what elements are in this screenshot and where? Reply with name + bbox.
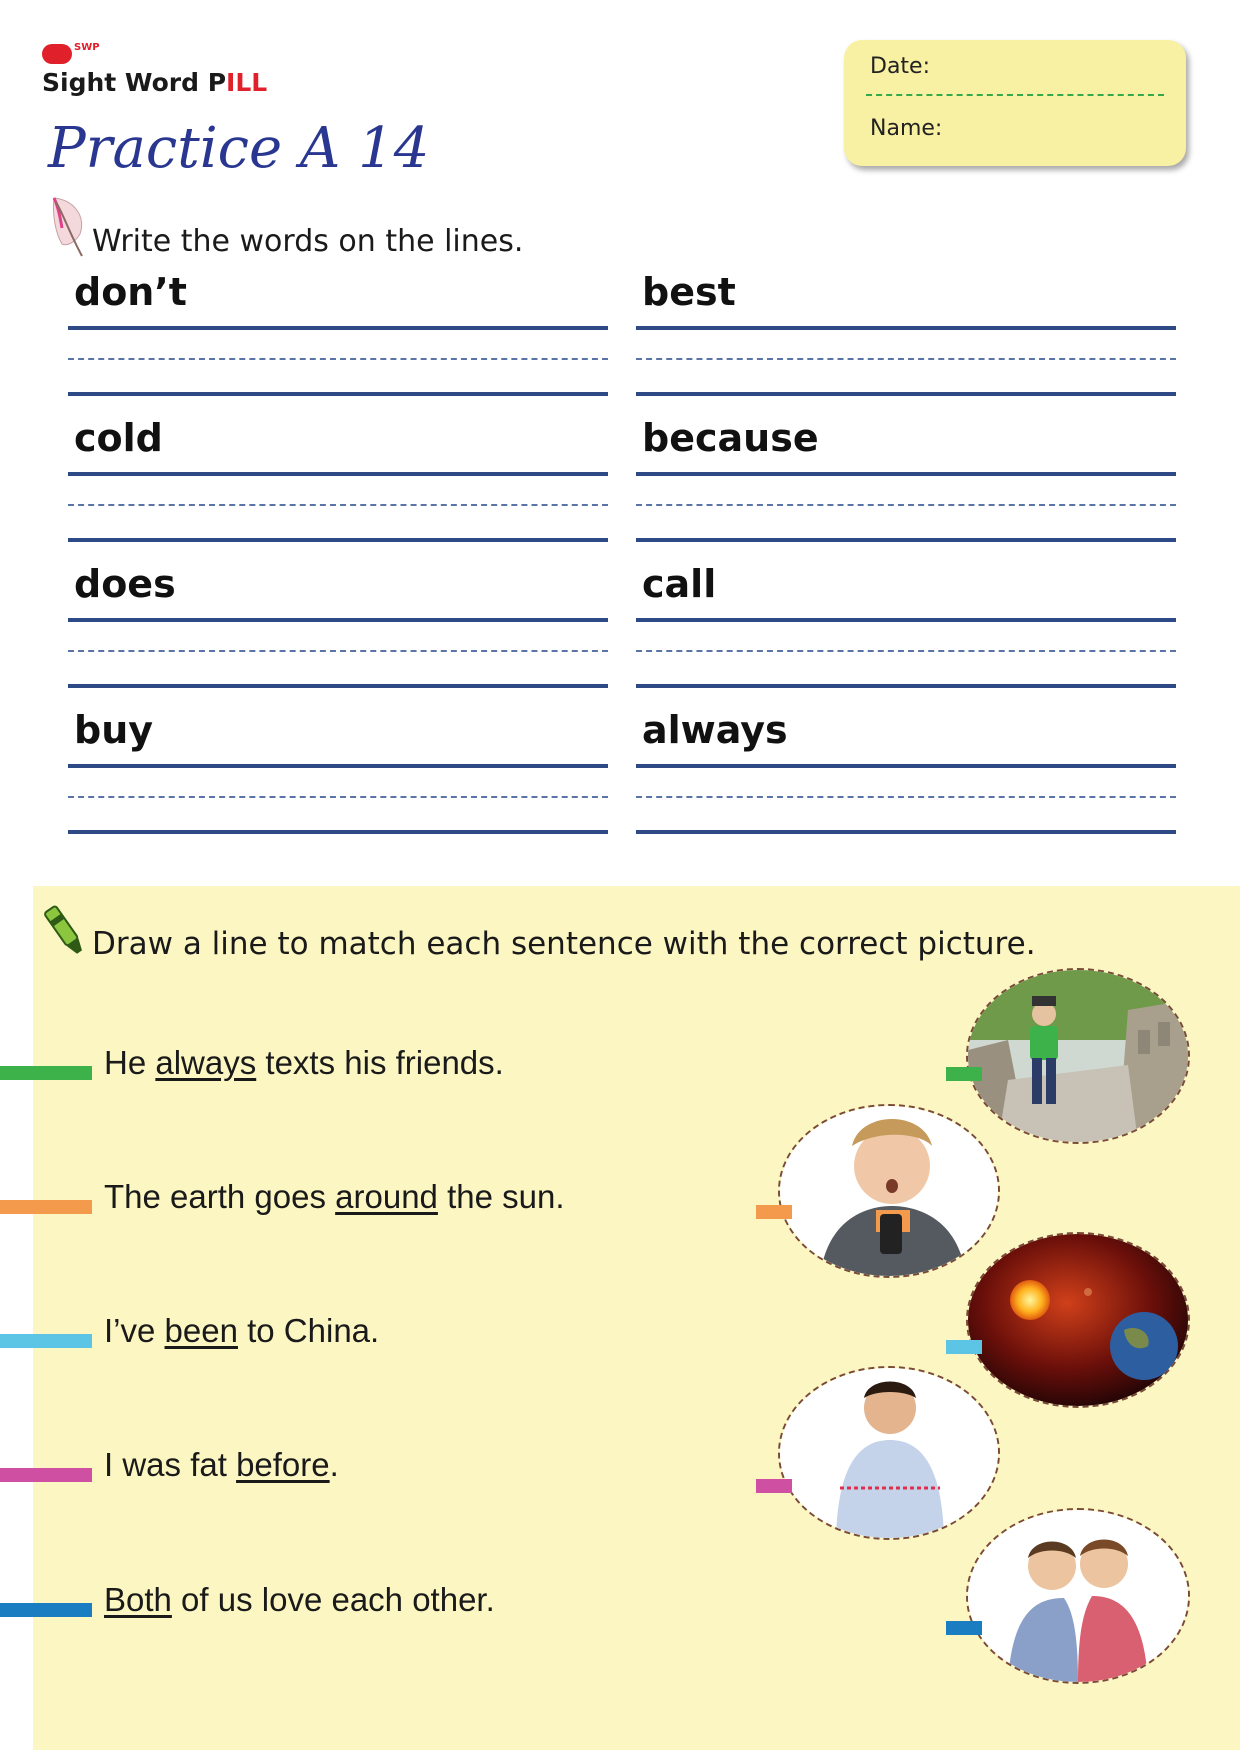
- match-sentence: [104, 1446, 339, 1484]
- sentence-text: He: [104, 1044, 156, 1081]
- word-writing-block[interactable]: [636, 414, 1176, 560]
- date-name-box: [844, 40, 1186, 166]
- picture-tab[interactable]: [946, 1067, 982, 1081]
- word-writing-block[interactable]: [68, 560, 608, 706]
- sight-word: because: [642, 416, 819, 460]
- date-divider: [866, 94, 1164, 96]
- word-writing-block[interactable]: [636, 706, 1176, 852]
- sentence-text: texts his friends.: [256, 1044, 504, 1081]
- sentence-text: to China.: [237, 1312, 380, 1349]
- name-label: Name:: [870, 116, 943, 141]
- sentence-text: .: [329, 1446, 339, 1483]
- solid-writing-line: [636, 764, 1176, 768]
- pill-icon: [42, 44, 72, 64]
- match-sentence: [104, 1581, 495, 1619]
- solid-writing-line: [68, 472, 608, 476]
- sentence-text: I’ve: [104, 1312, 165, 1349]
- sentence-color-bar[interactable]: [0, 1603, 92, 1617]
- sight-word: call: [642, 562, 717, 606]
- sentence-color-bar[interactable]: [0, 1334, 92, 1348]
- date-label: Date:: [870, 54, 930, 79]
- solid-writing-line: [636, 472, 1176, 476]
- logo-prefix: Sight Word P: [42, 68, 227, 97]
- great-wall-boy-photo: [966, 968, 1190, 1144]
- logo-tag: SWP: [74, 42, 100, 53]
- sight-word: don’t: [74, 270, 187, 314]
- sentence-color-bar[interactable]: [0, 1468, 92, 1482]
- solid-writing-line: [68, 538, 608, 542]
- sight-word: best: [642, 270, 736, 314]
- sun-earth-space-photo: [966, 1232, 1190, 1408]
- sentence-text: The earth goes: [104, 1178, 336, 1215]
- logo-text: [42, 68, 267, 97]
- solid-writing-line: [68, 326, 608, 330]
- solid-writing-line: [68, 764, 608, 768]
- feather-icon: [44, 194, 90, 262]
- sentence-color-bar[interactable]: [0, 1066, 92, 1080]
- dashed-writing-line: [68, 650, 608, 652]
- sentence-text: the sun.: [437, 1178, 565, 1215]
- section1-instruction: Write the words on the lines.: [92, 224, 524, 259]
- sight-word: cold: [74, 416, 163, 460]
- surprised-boy-phone-photo: [778, 1104, 1000, 1278]
- solid-writing-line: [68, 392, 608, 396]
- word-writing-block[interactable]: [636, 268, 1176, 414]
- solid-writing-line: [636, 326, 1176, 330]
- sight-word: does: [74, 562, 176, 606]
- solid-writing-line: [68, 618, 608, 622]
- underlined-sight-word: before: [236, 1446, 330, 1483]
- boy-measuring-waist-photo: [778, 1366, 1000, 1540]
- underlined-sight-word: Both: [104, 1581, 172, 1618]
- solid-writing-line: [636, 684, 1176, 688]
- dashed-writing-line: [68, 796, 608, 798]
- solid-writing-line: [636, 618, 1176, 622]
- sentence-text: I was fat: [104, 1446, 237, 1483]
- sight-word: always: [642, 708, 788, 752]
- solid-writing-line: [636, 392, 1176, 396]
- sight-word: buy: [74, 708, 154, 752]
- dashed-writing-line: [636, 358, 1176, 360]
- solid-writing-line: [636, 538, 1176, 542]
- word-writing-block[interactable]: [68, 268, 608, 414]
- marker-pen-icon: [44, 900, 88, 966]
- word-writing-block[interactable]: [68, 414, 608, 560]
- underlined-sight-word: around: [335, 1178, 438, 1215]
- underlined-sight-word: been: [164, 1312, 238, 1349]
- dashed-writing-line: [636, 504, 1176, 506]
- picture-tab[interactable]: [756, 1205, 792, 1219]
- underlined-sight-word: always: [155, 1044, 257, 1081]
- two-boys-hugging-photo: [966, 1508, 1190, 1684]
- dashed-writing-line: [68, 358, 608, 360]
- solid-writing-line: [68, 684, 608, 688]
- section2-instruction: Draw a line to match each sentence with the correct picture.: [92, 926, 1036, 962]
- match-sentence: [104, 1312, 379, 1350]
- solid-writing-line: [636, 830, 1176, 834]
- sentence-text: of us love each other.: [171, 1581, 495, 1618]
- logo-accent: ILL: [226, 68, 268, 97]
- match-sentence: [104, 1044, 504, 1082]
- dashed-writing-line: [636, 650, 1176, 652]
- sentence-color-bar[interactable]: [0, 1200, 92, 1214]
- dashed-writing-line: [68, 504, 608, 506]
- word-writing-block[interactable]: [636, 560, 1176, 706]
- solid-writing-line: [68, 830, 608, 834]
- match-sentence: [104, 1178, 565, 1216]
- picture-tab[interactable]: [756, 1479, 792, 1493]
- picture-tab[interactable]: [946, 1621, 982, 1635]
- dashed-writing-line: [636, 796, 1176, 798]
- page-title: Practice A 14: [48, 116, 430, 181]
- picture-tab[interactable]: [946, 1340, 982, 1354]
- word-writing-block[interactable]: [68, 706, 608, 852]
